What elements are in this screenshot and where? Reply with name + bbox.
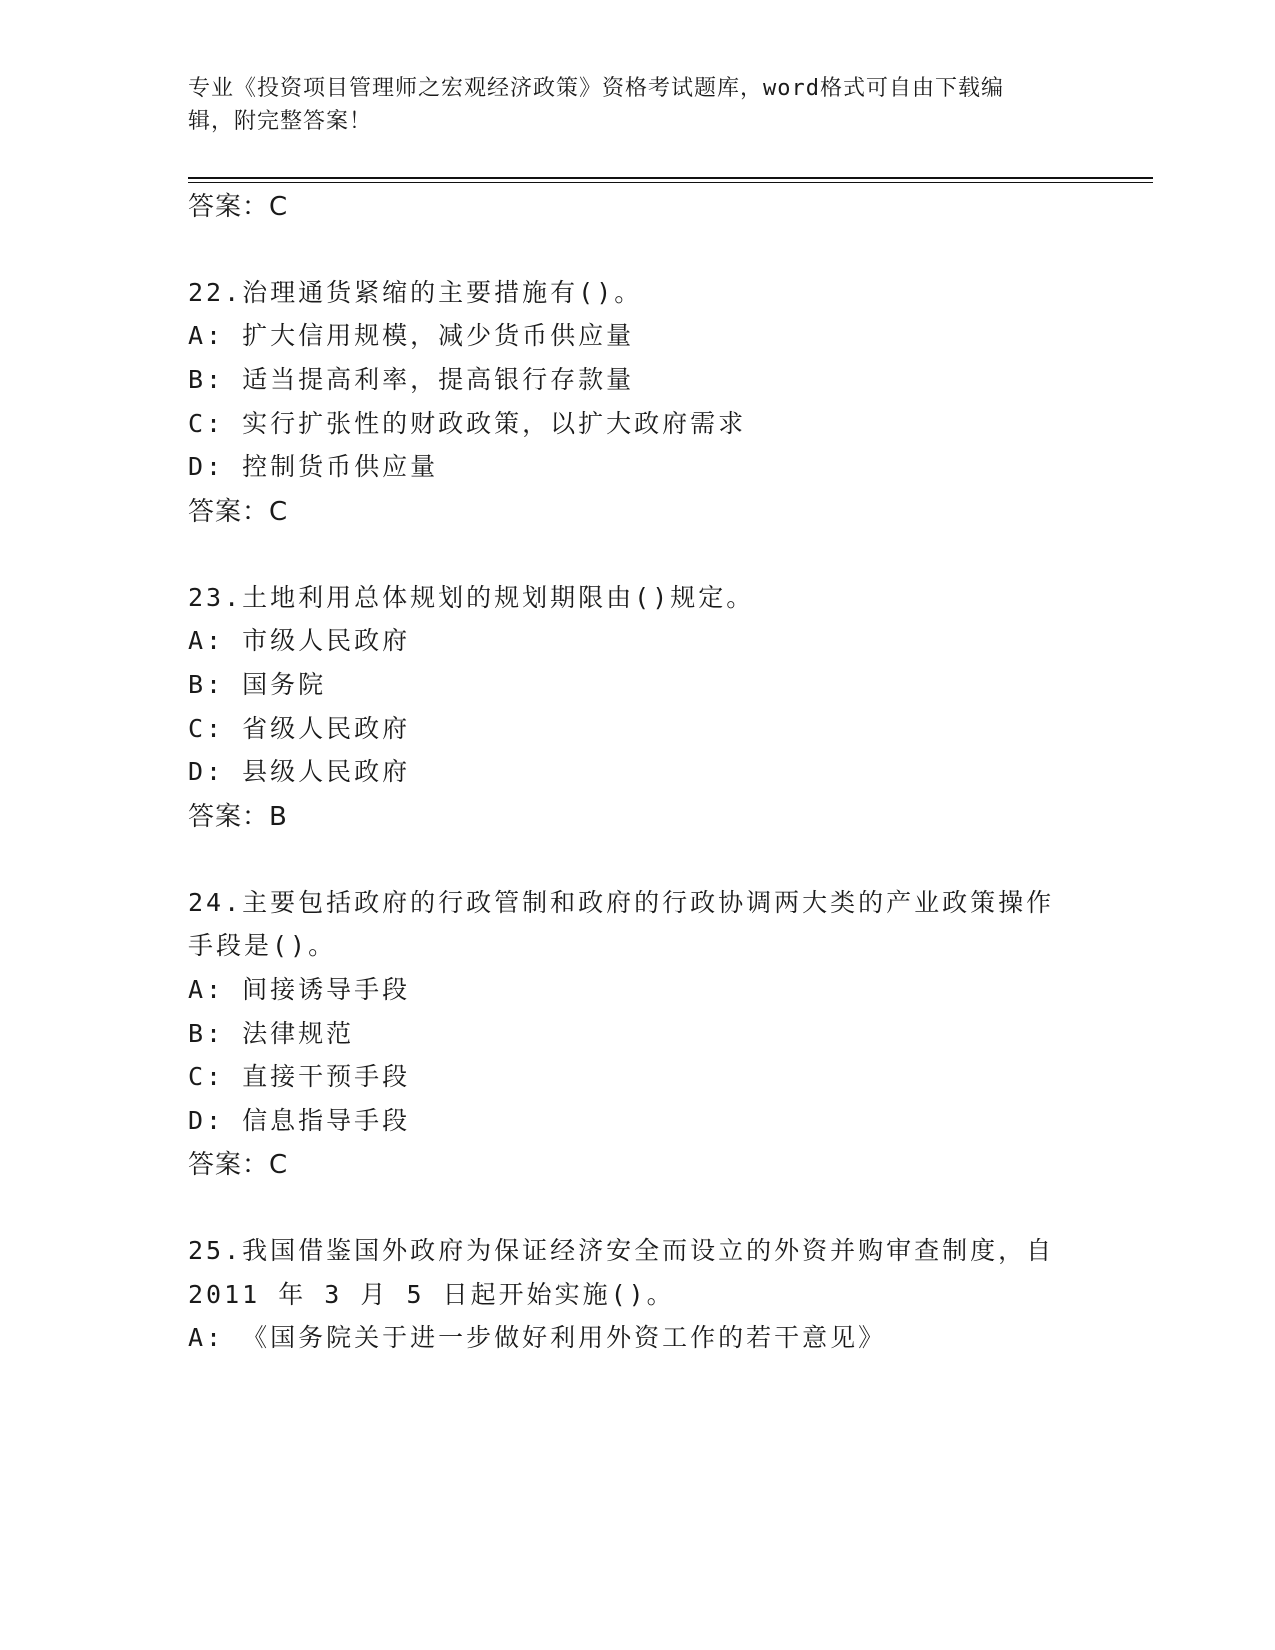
option-d: D: 控制货币供应量 — [188, 452, 439, 481]
previous-answer: 答案：C — [188, 192, 289, 222]
question-stem-line-2: 手段是()。 — [188, 931, 337, 960]
option-b: B: 适当提高利率，提高银行存款量 — [188, 365, 635, 394]
document-header — [188, 72, 1078, 138]
header-line-1: 专业《投资项目管理师之宏观经济政策》资格考试题库，word格式可自由下载编 — [188, 76, 1004, 101]
question-stem-line-1: 24.主要包括政府的行政管制和政府的行政协调两大类的产业政策操作 — [188, 888, 1055, 917]
question-stem-line-1: 25.我国借鉴国外政府为保证经济安全而设立的外资并购审查制度，自 — [188, 1236, 1055, 1265]
answer: 答案：B — [188, 802, 288, 832]
option-c: C: 省级人民政府 — [188, 714, 411, 743]
option-d: D: 信息指导手段 — [188, 1106, 411, 1135]
option-a: A: 扩大信用规模，减少货币供应量 — [188, 321, 635, 350]
option-b: B: 法律规范 — [188, 1019, 355, 1048]
question-stem-line-2: 2011 年 3 月 5 日起开始实施()。 — [188, 1280, 675, 1309]
header-rule-thick — [188, 177, 1153, 179]
header-rule-thin — [188, 182, 1153, 183]
option-c: C: 直接干预手段 — [188, 1062, 411, 1091]
option-c: C: 实行扩张性的财政政策，以扩大政府需求 — [188, 409, 747, 438]
option-a: A: 市级人民政府 — [188, 626, 411, 655]
option-d: D: 县级人民政府 — [188, 757, 411, 786]
option-b: B: 国务院 — [188, 670, 327, 699]
header-line-2: 辑，附完整答案！ — [188, 109, 373, 134]
option-a: A: 间接诱导手段 — [188, 975, 411, 1004]
answer: 答案：C — [188, 497, 289, 527]
question-stem: 23.土地利用总体规划的规划期限由()规定。 — [188, 583, 755, 612]
question-stem: 22.治理通货紧缩的主要措施有()。 — [188, 278, 643, 307]
option-a: A: 《国务院关于进一步做好利用外资工作的若干意见》 — [188, 1323, 887, 1352]
answer: 答案：C — [188, 1150, 289, 1180]
